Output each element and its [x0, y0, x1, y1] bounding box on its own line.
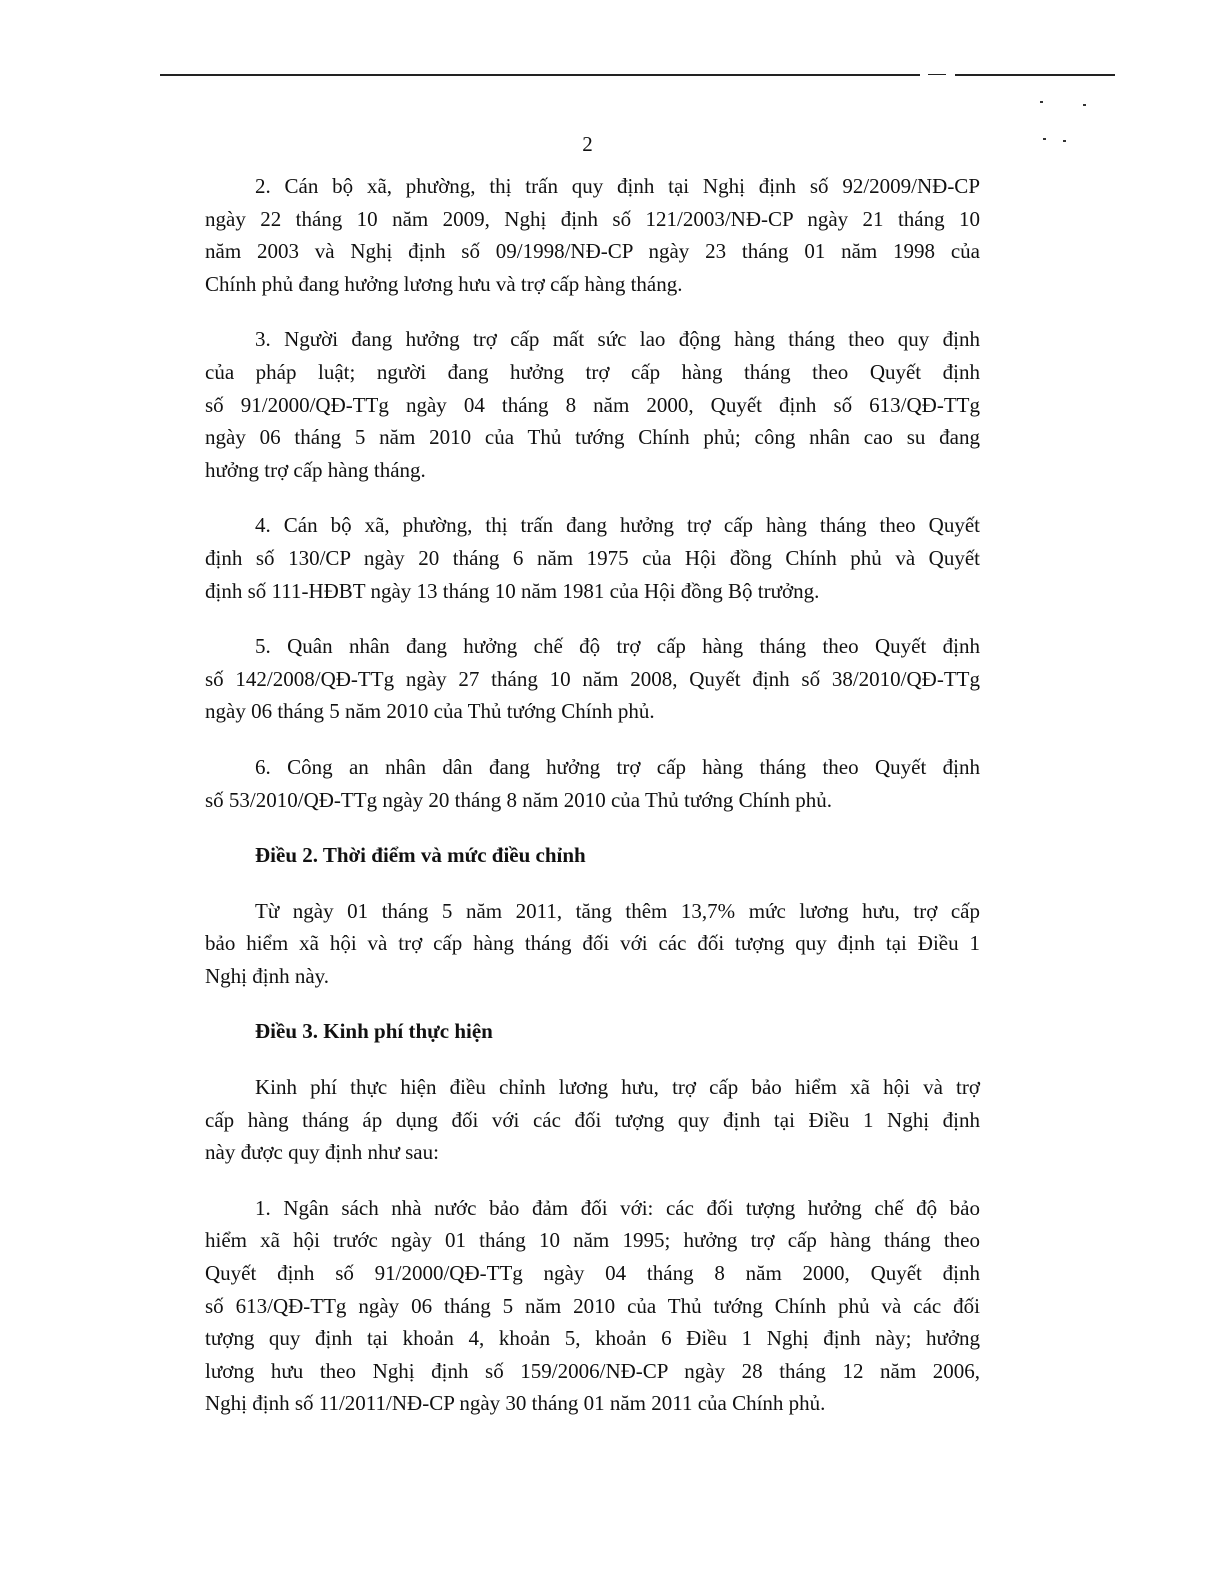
paragraph: [205, 630, 980, 728]
text-line: bảo hiểm xã hội và trợ cấp hàng tháng đối với các đối tượng quy định tại Điều 1: [205, 931, 980, 956]
text-line: Kinh phí thực hiện điều chỉnh lương hưu, trợ cấp bảo hiểm xã hội và trợ: [255, 1075, 980, 1100]
text-line: số 53/2010/QĐ-TTg ngày 20 tháng 8 năm 2010 của Thủ tướng Chính phủ.: [205, 787, 832, 812]
text-line: 6. Công an nhân dân đang hưởng trợ cấp hàng tháng theo Quyết định: [255, 754, 980, 779]
paragraph: [205, 895, 980, 993]
text-line: định số 130/CP ngày 20 tháng 6 năm 1975 của Hội đồng Chính phủ và Quyết: [205, 545, 980, 570]
text-line: hiểm xã hội trước ngày 01 tháng 10 năm 1995; hưởng trợ cấp hàng tháng theo: [205, 1228, 980, 1253]
text-line: 1. Ngân sách nhà nước bảo đảm đối với: các đối tượng hưởng chế độ bảo: [255, 1195, 980, 1220]
paragraph: [205, 170, 980, 300]
text-line: ngày 06 tháng 5 năm 2010 của Thủ tướng Chính phủ; công nhân cao su đang: [205, 425, 980, 450]
header-rule: [160, 74, 920, 76]
text-line: ngày 22 tháng 10 năm 2009, Nghị định số 121/2003/NĐ-CP ngày 21 tháng 10: [205, 206, 980, 231]
article-heading: [205, 839, 980, 872]
text-line: số 142/2008/QĐ-TTg ngày 27 tháng 10 năm 2008, Quyết định số 38/2010/QĐ-TTg: [205, 666, 980, 691]
text-line: 3. Người đang hưởng trợ cấp mất sức lao động hàng tháng theo quy định: [255, 327, 980, 352]
text-line: 5. Quân nhân đang hưởng chế độ trợ cấp hàng tháng theo Quyết định: [255, 634, 980, 659]
text-line: của pháp luật; người đang hưởng trợ cấp hàng tháng theo Quyết định: [205, 359, 980, 384]
text-line: Điều 3. Kinh phí thực hiện: [255, 1019, 493, 1044]
text-line: ngày 06 tháng 5 năm 2010 của Thủ tướng Chính phủ.: [205, 699, 655, 724]
text-line: định số 111-HĐBT ngày 13 tháng 10 năm 1981 của Hội đồng Bộ trưởng.: [205, 578, 820, 603]
text-line: 4. Cán bộ xã, phường, thị trấn đang hưởng trợ cấp hàng tháng theo Quyết: [255, 513, 980, 538]
paragraph: [205, 509, 980, 607]
text-line: cấp hàng tháng áp dụng đối với các đối tượng quy định tại Điều 1 Nghị định: [205, 1107, 980, 1132]
article-heading: [205, 1015, 980, 1048]
scan-speck: [1040, 101, 1043, 103]
text-line: tượng quy định tại khoản 4, khoản 5, khoản 6 Điều 1 Nghị định này; hưởng: [205, 1326, 980, 1351]
paragraph: [205, 1192, 980, 1420]
text-line: này được quy định như sau:: [205, 1140, 439, 1165]
scan-speck: [1083, 104, 1086, 106]
text-line: 2. Cán bộ xã, phường, thị trấn quy định tại Nghị định số 92/2009/NĐ-CP: [255, 174, 980, 198]
text-line: Nghị định này.: [205, 963, 330, 988]
text-line: Từ ngày 01 tháng 5 năm 2011, tăng thêm 13,7% mức lương hưu, trợ cấp: [255, 898, 980, 923]
document-body: [205, 170, 980, 1420]
paragraph: [205, 1071, 980, 1169]
header-rule-segment: [928, 74, 946, 75]
text-line: Nghị định số 11/2011/NĐ-CP ngày 30 tháng 01 năm 2011 của Chính phủ.: [205, 1391, 826, 1416]
text-line: Điều 2. Thời điểm và mức điều chỉnh: [255, 843, 586, 868]
text-line: Quyết định số 91/2000/QĐ-TTg ngày 04 tháng 8 năm 2000, Quyết định: [205, 1261, 980, 1286]
text-line: năm 2003 và Nghị định số 09/1998/NĐ-CP ngày 23 tháng 01 năm 1998 của: [205, 239, 980, 264]
text-line: số 91/2000/QĐ-TTg ngày 04 tháng 8 năm 2000, Quyết định số 613/QĐ-TTg: [205, 392, 980, 417]
text-line: hưởng trợ cấp hàng tháng.: [205, 457, 426, 482]
header-rule-segment: [955, 74, 1115, 76]
paragraph: [205, 323, 980, 486]
page-number: 2: [582, 132, 593, 156]
text-line: lương hưu theo Nghị định số 159/2006/NĐ-CP ngày 28 tháng 12 năm 2006,: [205, 1358, 980, 1383]
text-line: Chính phủ đang hưởng lương hưu và trợ cấp hàng tháng.: [205, 271, 683, 296]
text-line: số 613/QĐ-TTg ngày 06 tháng 5 năm 2010 của Thủ tướng Chính phủ và các đối: [205, 1293, 980, 1318]
paragraph: [205, 751, 980, 816]
